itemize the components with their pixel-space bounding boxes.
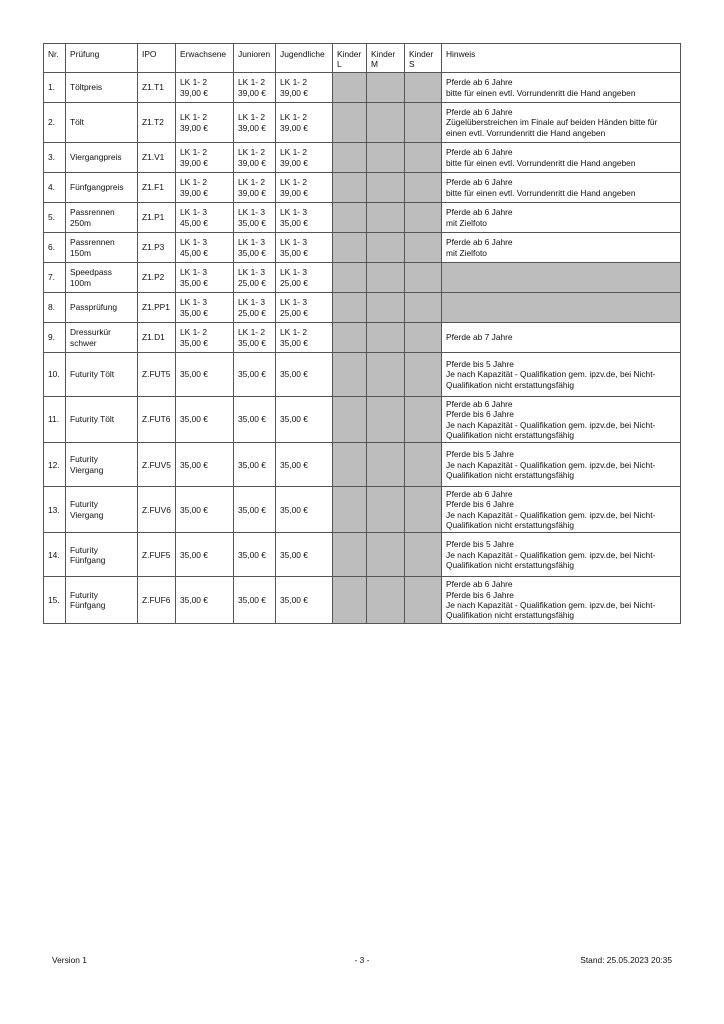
cell-ipo: Z1.D1	[138, 323, 176, 353]
cell-nr: 14.	[44, 533, 66, 577]
cell-ipo: Z1.T1	[138, 73, 176, 103]
cell-kinder-l-shaded	[333, 103, 367, 143]
cell-junioren: LK 1- 2 35,00 €	[234, 323, 276, 353]
cell-kinder-s-shaded	[405, 143, 442, 173]
cell-kinder-s-shaded	[405, 533, 442, 577]
table-row	[44, 263, 681, 293]
cell-nr: 6.	[44, 233, 66, 263]
cell-hinweis: Pferde ab 7 Jahre	[442, 323, 681, 353]
cell-kinder-s-shaded	[405, 443, 442, 487]
cell-junioren: LK 1- 2 39,00 €	[234, 173, 276, 203]
cell-kinder-m-shaded	[367, 233, 405, 263]
cell-kinder-m-shaded	[367, 577, 405, 623]
cell-erwachsene: 35,00 €	[176, 577, 234, 623]
cell-nr: 3.	[44, 143, 66, 173]
cell-hinweis: Pferde ab 6 Jahre Pferde bis 6 Jahre Je nach Kapazität - Qualifikation gem. ipzv.de, bei Nicht-Qualifikation nicht erstattungsfähig	[442, 487, 681, 533]
footer-page-number: - 3 -	[354, 955, 370, 965]
cell-kinder-l-shaded	[333, 293, 367, 323]
column-header-hinweis: Hinweis	[442, 44, 681, 73]
table-header-row	[44, 44, 681, 73]
cell-kinder-s-shaded	[405, 353, 442, 397]
cell-hinweis: Pferde ab 6 Jahre Pferde bis 6 Jahre Je nach Kapazität - Qualifikation gem. ipzv.de, bei Nicht-Qualifikation nicht erstattungsfähig	[442, 397, 681, 443]
cell-ipo: Z1.P2	[138, 263, 176, 293]
cell-junioren: 35,00 €	[234, 353, 276, 397]
table-body	[44, 73, 681, 624]
cell-kinder-m-shaded	[367, 103, 405, 143]
cell-kinder-m-shaded	[367, 443, 405, 487]
table-row	[44, 73, 681, 103]
cell-kinder-m-shaded	[367, 397, 405, 443]
cell-pruefung: Fünfgangpreis	[66, 173, 138, 203]
cell-jugendliche: 35,00 €	[276, 397, 333, 443]
cell-jugendliche: 35,00 €	[276, 353, 333, 397]
table-row	[44, 233, 681, 263]
column-header-junioren: Junioren	[234, 44, 276, 73]
cell-ipo: Z.FUT6	[138, 397, 176, 443]
cell-ipo: Z.FUV5	[138, 443, 176, 487]
cell-jugendliche: 35,00 €	[276, 577, 333, 623]
cell-junioren: LK 1- 3 35,00 €	[234, 203, 276, 233]
cell-kinder-l-shaded	[333, 263, 367, 293]
table-row	[44, 397, 681, 443]
cell-kinder-s-shaded	[405, 73, 442, 103]
cell-jugendliche: LK 1- 2 35,00 €	[276, 323, 333, 353]
cell-kinder-l-shaded	[333, 353, 367, 397]
cell-kinder-s-shaded	[405, 263, 442, 293]
cell-junioren: 35,00 €	[234, 487, 276, 533]
cell-jugendliche: LK 1- 2 39,00 €	[276, 103, 333, 143]
cell-nr: 11.	[44, 397, 66, 443]
cell-hinweis: Pferde ab 6 Jahre mit Zielfoto	[442, 203, 681, 233]
schedule-table	[43, 43, 681, 624]
cell-erwachsene: 35,00 €	[176, 353, 234, 397]
cell-pruefung: Futurity Fünfgang	[66, 577, 138, 623]
cell-erwachsene: LK 1- 3 35,00 €	[176, 293, 234, 323]
column-header-ipo: IPO	[138, 44, 176, 73]
cell-kinder-l-shaded	[333, 173, 367, 203]
cell-junioren: 35,00 €	[234, 533, 276, 577]
footer-stand: Stand: 25.05.2023 20:35	[580, 955, 672, 965]
table-row	[44, 103, 681, 143]
cell-hinweis: Pferde ab 6 Jahre mit Zielfoto	[442, 233, 681, 263]
cell-junioren: 35,00 €	[234, 577, 276, 623]
cell-pruefung: Futurity Fünfgang	[66, 533, 138, 577]
cell-kinder-l-shaded	[333, 73, 367, 103]
cell-kinder-m-shaded	[367, 73, 405, 103]
cell-kinder-m-shaded	[367, 203, 405, 233]
cell-kinder-m-shaded	[367, 533, 405, 577]
column-header-jugendliche: Jugendliche	[276, 44, 333, 73]
cell-nr: 8.	[44, 293, 66, 323]
column-header-kinder-m: Kinder M	[367, 44, 405, 73]
cell-pruefung: Tölt	[66, 103, 138, 143]
table-row	[44, 577, 681, 623]
footer-version: Version 1	[52, 955, 87, 965]
table-row	[44, 443, 681, 487]
cell-erwachsene: LK 1- 2 39,00 €	[176, 103, 234, 143]
cell-kinder-l-shaded	[333, 577, 367, 623]
column-header-kinder-l: Kinder L	[333, 44, 367, 73]
cell-erwachsene: 35,00 €	[176, 443, 234, 487]
cell-hinweis: Pferde ab 6 Jahre bitte für einen evtl. Vorrundenritt die Hand angeben	[442, 143, 681, 173]
cell-erwachsene: LK 1- 2 35,00 €	[176, 323, 234, 353]
table-row	[44, 487, 681, 533]
cell-erwachsene: LK 1- 2 39,00 €	[176, 173, 234, 203]
cell-pruefung: Futurity Tölt	[66, 353, 138, 397]
cell-erwachsene: 35,00 €	[176, 397, 234, 443]
cell-kinder-m-shaded	[367, 353, 405, 397]
cell-erwachsene: LK 1- 3 45,00 €	[176, 203, 234, 233]
cell-kinder-m-shaded	[367, 263, 405, 293]
cell-kinder-s-shaded	[405, 577, 442, 623]
table-row	[44, 293, 681, 323]
cell-jugendliche: LK 1- 2 39,00 €	[276, 143, 333, 173]
cell-ipo: Z1.PP1	[138, 293, 176, 323]
cell-pruefung: Töltpreis	[66, 73, 138, 103]
cell-pruefung: Passrennen 250m	[66, 203, 138, 233]
cell-junioren: LK 1- 2 39,00 €	[234, 143, 276, 173]
table-row	[44, 203, 681, 233]
cell-erwachsene: 35,00 €	[176, 533, 234, 577]
cell-jugendliche: 35,00 €	[276, 443, 333, 487]
cell-ipo: Z1.T2	[138, 103, 176, 143]
cell-erwachsene: LK 1- 3 45,00 €	[176, 233, 234, 263]
cell-ipo: Z.FUF5	[138, 533, 176, 577]
cell-kinder-s-shaded	[405, 487, 442, 533]
cell-pruefung: Futurity Viergang	[66, 487, 138, 533]
cell-junioren: LK 1- 2 39,00 €	[234, 103, 276, 143]
cell-erwachsene: LK 1- 3 35,00 €	[176, 263, 234, 293]
cell-hinweis: Pferde bis 5 Jahre Je nach Kapazität - Qualifikation gem. ipzv.de, bei Nicht-Qualifikation nicht erstattungsfähig	[442, 533, 681, 577]
cell-kinder-s-shaded	[405, 397, 442, 443]
cell-jugendliche: 35,00 €	[276, 487, 333, 533]
cell-ipo: Z.FUT5	[138, 353, 176, 397]
cell-nr: 1.	[44, 73, 66, 103]
cell-nr: 12.	[44, 443, 66, 487]
cell-kinder-l-shaded	[333, 397, 367, 443]
cell-kinder-s-shaded	[405, 173, 442, 203]
column-header-pruefung: Prüfung	[66, 44, 138, 73]
cell-jugendliche: LK 1- 3 35,00 €	[276, 233, 333, 263]
cell-pruefung: Dressurkür schwer	[66, 323, 138, 353]
cell-hinweis: Pferde bis 5 Jahre Je nach Kapazität - Qualifikation gem. ipzv.de, bei Nicht-Qualifikation nicht erstattungsfähig	[442, 353, 681, 397]
cell-kinder-s-shaded	[405, 293, 442, 323]
cell-junioren: LK 1- 3 25,00 €	[234, 293, 276, 323]
cell-pruefung: Futurity Tölt	[66, 397, 138, 443]
cell-ipo: Z.FUF6	[138, 577, 176, 623]
cell-erwachsene: LK 1- 2 39,00 €	[176, 73, 234, 103]
cell-kinder-s-shaded	[405, 323, 442, 353]
cell-hinweis: Pferde ab 6 Jahre Pferde bis 6 Jahre Je nach Kapazität - Qualifikation gem. ipzv.de, bei Nicht-Qualifikation nicht erstattungsfähig	[442, 577, 681, 623]
cell-pruefung: Passprüfung	[66, 293, 138, 323]
cell-hinweis	[442, 293, 681, 323]
table-row	[44, 533, 681, 577]
cell-kinder-s-shaded	[405, 103, 442, 143]
cell-kinder-s-shaded	[405, 203, 442, 233]
cell-nr: 2.	[44, 103, 66, 143]
table-row	[44, 323, 681, 353]
cell-erwachsene: LK 1- 2 39,00 €	[176, 143, 234, 173]
cell-kinder-m-shaded	[367, 143, 405, 173]
cell-ipo: Z1.P3	[138, 233, 176, 263]
cell-nr: 15.	[44, 577, 66, 623]
cell-pruefung: Viergangpreis	[66, 143, 138, 173]
cell-nr: 5.	[44, 203, 66, 233]
cell-kinder-l-shaded	[333, 443, 367, 487]
cell-pruefung: Passrennen 150m	[66, 233, 138, 263]
cell-kinder-l-shaded	[333, 143, 367, 173]
cell-junioren: LK 1- 3 25,00 €	[234, 263, 276, 293]
cell-hinweis: Pferde ab 6 Jahre Zügelüberstreichen im Finale auf beiden Händen bitte für einen evtl. Vorrundenritt die Hand angeben	[442, 103, 681, 143]
cell-kinder-m-shaded	[367, 293, 405, 323]
cell-jugendliche: LK 1- 2 39,00 €	[276, 73, 333, 103]
table-row	[44, 143, 681, 173]
cell-jugendliche: LK 1- 3 25,00 €	[276, 293, 333, 323]
cell-kinder-l-shaded	[333, 487, 367, 533]
cell-nr: 9.	[44, 323, 66, 353]
cell-hinweis: Pferde bis 5 Jahre Je nach Kapazität - Qualifikation gem. ipzv.de, bei Nicht-Qualifikation nicht erstattungsfähig	[442, 443, 681, 487]
cell-kinder-l-shaded	[333, 533, 367, 577]
table-row	[44, 173, 681, 203]
table-row	[44, 353, 681, 397]
column-header-kinder-s: Kinder S	[405, 44, 442, 73]
cell-nr: 4.	[44, 173, 66, 203]
cell-hinweis: Pferde ab 6 Jahre bitte für einen evtl. Vorrundenritt die Hand angeben	[442, 73, 681, 103]
cell-kinder-s-shaded	[405, 233, 442, 263]
column-header-erwachsene: Erwachsene	[176, 44, 234, 73]
cell-junioren: LK 1- 2 39,00 €	[234, 73, 276, 103]
cell-nr: 10.	[44, 353, 66, 397]
cell-pruefung: Speedpass 100m	[66, 263, 138, 293]
column-header-nr: Nr.	[44, 44, 66, 73]
cell-jugendliche: LK 1- 2 39,00 €	[276, 173, 333, 203]
cell-junioren: LK 1- 3 35,00 €	[234, 233, 276, 263]
cell-hinweis	[442, 263, 681, 293]
cell-kinder-l-shaded	[333, 323, 367, 353]
cell-ipo: Z.FUV6	[138, 487, 176, 533]
cell-ipo: Z1.P1	[138, 203, 176, 233]
cell-kinder-l-shaded	[333, 233, 367, 263]
cell-junioren: 35,00 €	[234, 443, 276, 487]
cell-nr: 7.	[44, 263, 66, 293]
cell-hinweis: Pferde ab 6 Jahre bitte für einen evtl. Vorrundenritt die Hand angeben	[442, 173, 681, 203]
cell-ipo: Z1.F1	[138, 173, 176, 203]
cell-kinder-m-shaded	[367, 487, 405, 533]
cell-jugendliche: 35,00 €	[276, 533, 333, 577]
cell-kinder-m-shaded	[367, 323, 405, 353]
cell-nr: 13.	[44, 487, 66, 533]
cell-jugendliche: LK 1- 3 25,00 €	[276, 263, 333, 293]
cell-pruefung: Futurity Viergang	[66, 443, 138, 487]
cell-jugendliche: LK 1- 3 35,00 €	[276, 203, 333, 233]
cell-erwachsene: 35,00 €	[176, 487, 234, 533]
cell-kinder-m-shaded	[367, 173, 405, 203]
cell-junioren: 35,00 €	[234, 397, 276, 443]
cell-ipo: Z1.V1	[138, 143, 176, 173]
cell-kinder-l-shaded	[333, 203, 367, 233]
